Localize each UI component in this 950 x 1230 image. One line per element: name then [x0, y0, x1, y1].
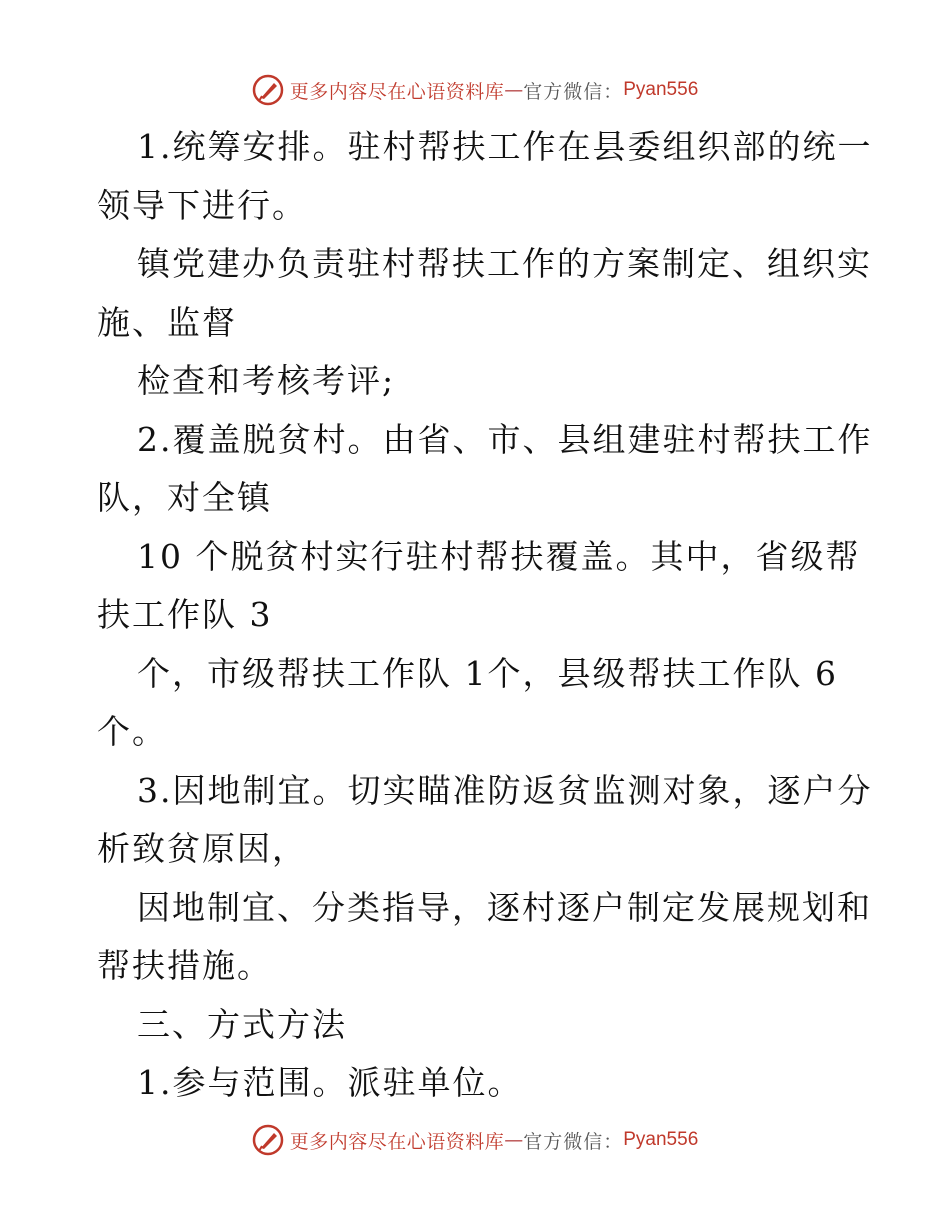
watermark-wechat-id: Pyan556 — [623, 79, 699, 100]
document-body — [97, 118, 873, 1113]
text-line: 1.参与范围。派驻单位。 — [137, 1063, 523, 1102]
watermark-wechat-label: 官方微信： — [523, 1130, 624, 1153]
text-line: 帮扶措施。 — [97, 946, 272, 985]
watermark-brand-text: 更多内容尽在心语资料库 — [289, 80, 505, 103]
text-line: 1.统筹安排。驻村帮扶工作在县委组织部的统一 — [137, 127, 873, 166]
text-line: 扶工作队 3 — [97, 595, 273, 634]
watermark-brand-text: 更多内容尽在心语资料库 — [289, 1130, 505, 1153]
text-line: 3.因地制宜。切实瞄准防返贫监测对象，逐户分 — [137, 770, 873, 810]
text-line: 队，对全镇 — [97, 478, 272, 517]
quill-logo-icon — [252, 1124, 284, 1156]
text-line: 检查和考核考评; — [137, 361, 396, 400]
text-line: 镇党建办负责驻村帮扶工作的方案制定、组织实 — [137, 244, 872, 283]
text-line: 个，市级帮扶工作队 1个，县级帮扶工作队 6 — [137, 653, 838, 693]
section-heading: 三、方式方法 — [137, 1004, 347, 1044]
watermark-dash: — — [504, 1129, 524, 1151]
watermark-wechat-label: 官方微信： — [523, 80, 624, 103]
quill-logo-icon — [252, 74, 284, 106]
text-line: 10 个脱贫村实行驻村帮扶覆盖。其中，省级帮 — [137, 536, 861, 576]
text-line: 因地制宜、分类指导，逐村逐户制定发展规划和 — [137, 887, 872, 927]
watermark-dash: — — [504, 79, 524, 101]
text-line: 领导下进行。 — [97, 185, 307, 225]
footer-watermark — [0, 1120, 950, 1160]
text-line: 施、监督 — [97, 302, 237, 342]
text-line: 2.覆盖脱贫村。由省、市、县组建驻村帮扶工作 — [137, 419, 873, 459]
watermark-wechat-id: Pyan556 — [623, 1129, 699, 1150]
header-watermark — [0, 70, 950, 110]
text-line: 析致贫原因， — [97, 829, 307, 868]
text-line: 个。 — [97, 712, 167, 751]
